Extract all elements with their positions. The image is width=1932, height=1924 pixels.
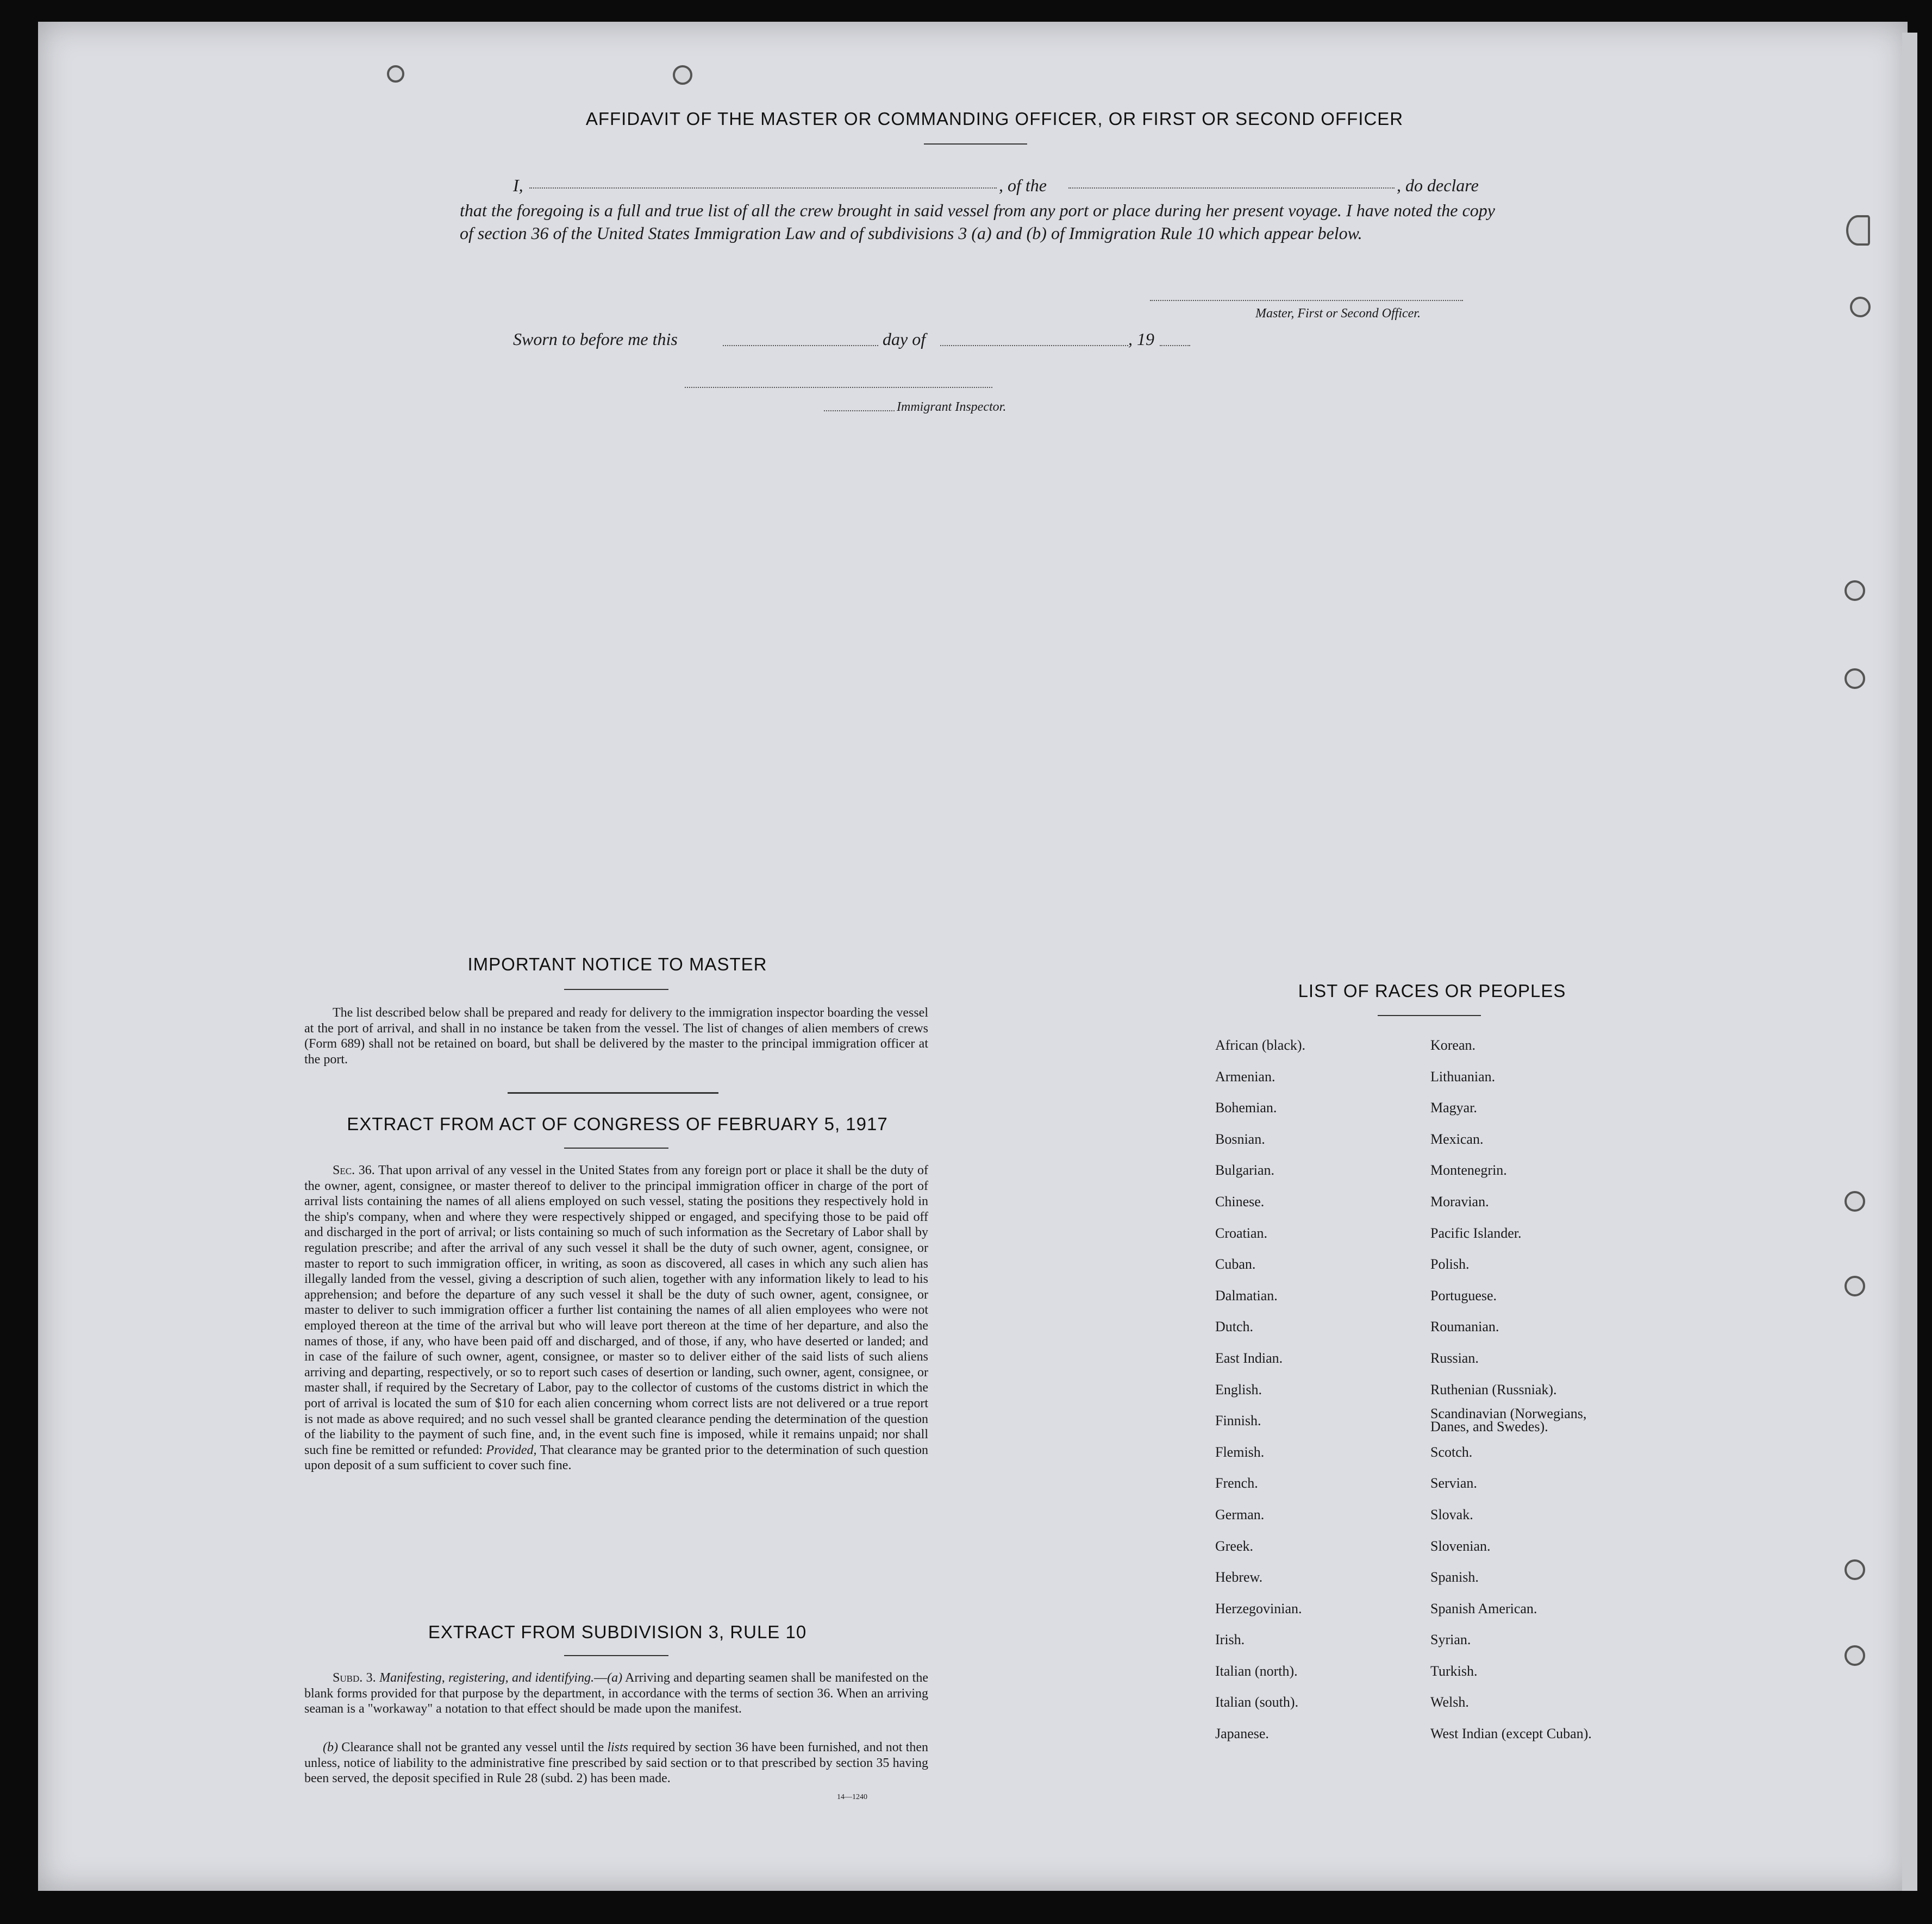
rule-title: EXTRACT FROM SUBDIVISION 3, RULE 10 [428, 1622, 807, 1642]
form-number: 14—1240 [837, 1793, 867, 1801]
inspector-signature-line-2[interactable] [824, 410, 895, 411]
punch-hole [1845, 1559, 1865, 1580]
section-text: That upon arrival of any vessel in the United States from any foreign port or place it shall be the duty of the owner, agent, consignee, or master thereof to deliver to the principal immigration officer in charge of the port of arrival lists containing the names of all aliens employed on such vessel, stating the positions they respectively hold in the ship's company, when and where they were respectively shipped or engaged, and specifying those to be paid off and discharged in the port of arrival; or lists containing so much of such information as the Secretary of Labor shall by regulation prescribe; and after the arrival of any such vessel it shall be the duty of such owner, agent, consignee, or master to report to such immigration officer, in writing, as soon as discovered, all cases in which any such alien has illegally landed from the vessel, giving a description of such alien, together with any information likely to lead to his apprehension; and before the departure of any such vessel it shall be the duty of such owner, agent, consignee, or master to deliver to such immigration officer a further list containing the names of all alien employees who were not employed thereon at the time of the arrival but who will leave port thereon at the time of her departure, and also the names of those, if any, who have been paid off and discharged, and of those, if any, who have deserted or landed; and in case of the failure of such owner, agent, consignee, or master so to deliver either of the said lists of such aliens arriving and departing, respectively, or so to report such cases of desertion or landing, such owner, agent, consignee, or master shall, if required by the Secretary of Labor, pay to the collector of customs of the customs district in which the port of arrival is located the sum of $10 for each alien concerning whom correct lists are not delivered or a true report is not made as above required; and no such vessel shall be granted clearance pending the determination of the question of the liability to the payment of such fine, and, in the event such fine is imposed, while it remains unpaid; nor shall such fine be remitted or refunded: [304, 1163, 928, 1457]
race-item: Moravian. [1430, 1193, 1489, 1209]
master-signature-line[interactable] [1150, 300, 1463, 301]
race-item: Bulgarian. [1215, 1162, 1275, 1179]
rule-para-a: Subd. 3. Manifesting, registering, and identifying.—(a) Arriving and departing seamen shall be manifested on the blank forms provided for that purpose by the department, in accordance with the terms of section 36. When an arriving seaman is a "workaway" a notation to that effect should be made upon the manifest. [304, 1671, 928, 1716]
race-item: Greek. [1215, 1538, 1254, 1554]
affidavit-title-rule [924, 143, 1027, 145]
act-title: EXTRACT FROM ACT OF CONGRESS OF FEBRUARY 5, 1917 [347, 1114, 888, 1134]
race-item: Italian (north). [1215, 1663, 1298, 1679]
sworn-day-of: day of [883, 329, 926, 349]
affidavit-first-line [513, 176, 523, 196]
affidavit-body: that the foregoing is a full and true list of all the crew brought in said vessel from any port or place during her present voyage. I have noted the copy of section 36 of the United States Immigration Law and of subdivisions 3 (a) and (b) of Immigration Rule 10 which appear below. [460, 200, 1495, 243]
race-item: Bosnian. [1215, 1131, 1265, 1147]
of-the-label: , of the [999, 176, 1047, 195]
race-item: Syrian. [1430, 1632, 1471, 1648]
punch-hole [1845, 580, 1865, 601]
race-item: Slovenian. [1430, 1538, 1491, 1554]
do-declare-label: , do declare [1397, 176, 1479, 195]
punch-hole [1846, 215, 1870, 246]
declarant-prefix: I, [513, 176, 523, 195]
act-title-rule [564, 1148, 668, 1149]
races-left-column [1215, 1030, 1305, 1750]
race-item: Servian. [1430, 1475, 1477, 1491]
punch-hole [1845, 1191, 1865, 1212]
races-title: LIST OF RACES OR PEOPLES [1298, 981, 1566, 1001]
race-item: Finnish. [1215, 1413, 1261, 1429]
sworn-prefix: Sworn to before me this [513, 329, 678, 349]
section-label: Sec. 36. [333, 1163, 375, 1177]
race-item: Roumanian. [1430, 1319, 1499, 1335]
race-item: East Indian. [1215, 1350, 1283, 1366]
master-signature-label: Master, First or Second Officer. [1255, 306, 1421, 321]
race-item: Korean. [1430, 1037, 1476, 1053]
para-b-text-2: required by section 36 have been furnished, and not then unless, notice of liability to the administrative fine prescribed by said section or to that prescribed by section 35 having been served, the deposit specified in Rule 28 (subd. 2) has been made. [304, 1740, 929, 1786]
notice-title: IMPORTANT NOTICE TO MASTER [467, 954, 767, 974]
race-item: Armenian. [1215, 1068, 1276, 1085]
race-item: Irish. [1215, 1632, 1245, 1648]
notice-divider [508, 1092, 718, 1094]
race-item: Magyar. [1430, 1100, 1477, 1116]
race-item: Herzegovinian. [1215, 1600, 1302, 1616]
race-item: Flemish. [1215, 1444, 1265, 1460]
race-item: Polish. [1430, 1256, 1470, 1273]
rule-para-b [304, 1740, 928, 1787]
sworn-day-field[interactable] [723, 345, 878, 346]
race-item: Cuban. [1215, 1256, 1256, 1273]
race-item: Turkish. [1430, 1663, 1478, 1679]
race-item: Japanese. [1215, 1726, 1269, 1742]
notice-body: The list described below shall be prepared and ready for delivery to the immigration inspector boarding the vessel at the port of arrival, and shall in no instance be taken from the vessel. The list of changes of alien members of crews (Form 689) shall not be retained on board, but shall be delivered by the master to the principal immigration officer at the port. [304, 1006, 928, 1067]
section-text-end: That clearance may be granted prior to the determination of such question upon deposit of a sum sufficient to cover such fine. [304, 1443, 929, 1473]
races-right-column [1430, 1030, 1626, 1750]
race-item: Dalmatian. [1215, 1287, 1278, 1303]
punch-hole [387, 65, 404, 83]
provided-word: Provided, [486, 1443, 537, 1457]
race-item: English. [1215, 1381, 1262, 1397]
subd-label: Subd. 3. [333, 1671, 376, 1685]
para-b-marker: (b) [323, 1740, 338, 1754]
para-b-text-1: Clearance shall not be granted any vessel until the [341, 1740, 604, 1754]
race-item: German. [1215, 1506, 1265, 1522]
sworn-month-field[interactable] [940, 345, 1128, 346]
race-item: Italian (south). [1215, 1694, 1299, 1710]
race-item: Hebrew. [1215, 1569, 1263, 1585]
punch-hole [1850, 297, 1871, 317]
subd-heading: Manifesting, registering, and identifying. [379, 1671, 595, 1685]
race-item: Montenegrin. [1430, 1162, 1507, 1179]
page-edge [1902, 33, 1917, 1891]
notice-title-rule [564, 989, 668, 990]
race-item: Lithuanian. [1430, 1068, 1496, 1085]
race-item: Mexican. [1430, 1131, 1484, 1147]
race-item: French. [1215, 1475, 1258, 1491]
para-b-lists: lists [607, 1740, 629, 1754]
sworn-year-label: , 19 [1128, 329, 1154, 349]
inspector-signature-line[interactable] [685, 387, 992, 388]
punch-hole [1845, 1276, 1865, 1296]
race-item: Welsh. [1430, 1694, 1469, 1710]
race-item: Portuguese. [1430, 1287, 1497, 1303]
race-item: Pacific Islander. [1430, 1225, 1522, 1241]
race-item: Slovak. [1430, 1506, 1473, 1522]
race-item: Ruthenian (Russniak). [1430, 1381, 1557, 1397]
punch-hole [1845, 668, 1865, 689]
para-a-marker: (a) [607, 1671, 623, 1685]
race-item: Scotch. [1430, 1444, 1473, 1460]
race-item: Scandinavian (Norwegians, Danes, and Swedes). [1430, 1406, 1587, 1435]
punch-hole [673, 65, 692, 85]
punch-hole [1845, 1645, 1865, 1666]
act-body [304, 1163, 928, 1474]
affidavit-title: AFFIDAVIT OF THE MASTER OR COMMANDING OFFICER, OR FIRST OR SECOND OFFICER [585, 109, 1404, 129]
race-item: African (black). [1215, 1037, 1306, 1053]
declarant-name-field[interactable] [529, 187, 997, 189]
race-item: Dutch. [1215, 1319, 1254, 1335]
vessel-name-field[interactable] [1068, 187, 1395, 189]
race-item: Croatian. [1215, 1225, 1268, 1241]
race-item: West Indian (except Cuban). [1430, 1726, 1592, 1742]
race-item: Bohemian. [1215, 1100, 1277, 1116]
sworn-year-field[interactable] [1160, 345, 1190, 346]
races-title-rule [1378, 1015, 1481, 1016]
inspector-label: Immigrant Inspector. [897, 400, 1006, 414]
rule-title-rule [564, 1655, 668, 1656]
race-item: Chinese. [1215, 1193, 1265, 1209]
race-item: Spanish. [1430, 1569, 1479, 1585]
race-item: Spanish American. [1430, 1600, 1537, 1616]
race-item: Russian. [1430, 1350, 1479, 1366]
para-a-text: Arriving and departing seamen shall be manifested on the blank forms provided for that purpose by the department, in accordance with the terms of section 36. When an arriving seaman is a "workaway" a notation to that effect should be made upon the manifest. [304, 1671, 928, 1716]
